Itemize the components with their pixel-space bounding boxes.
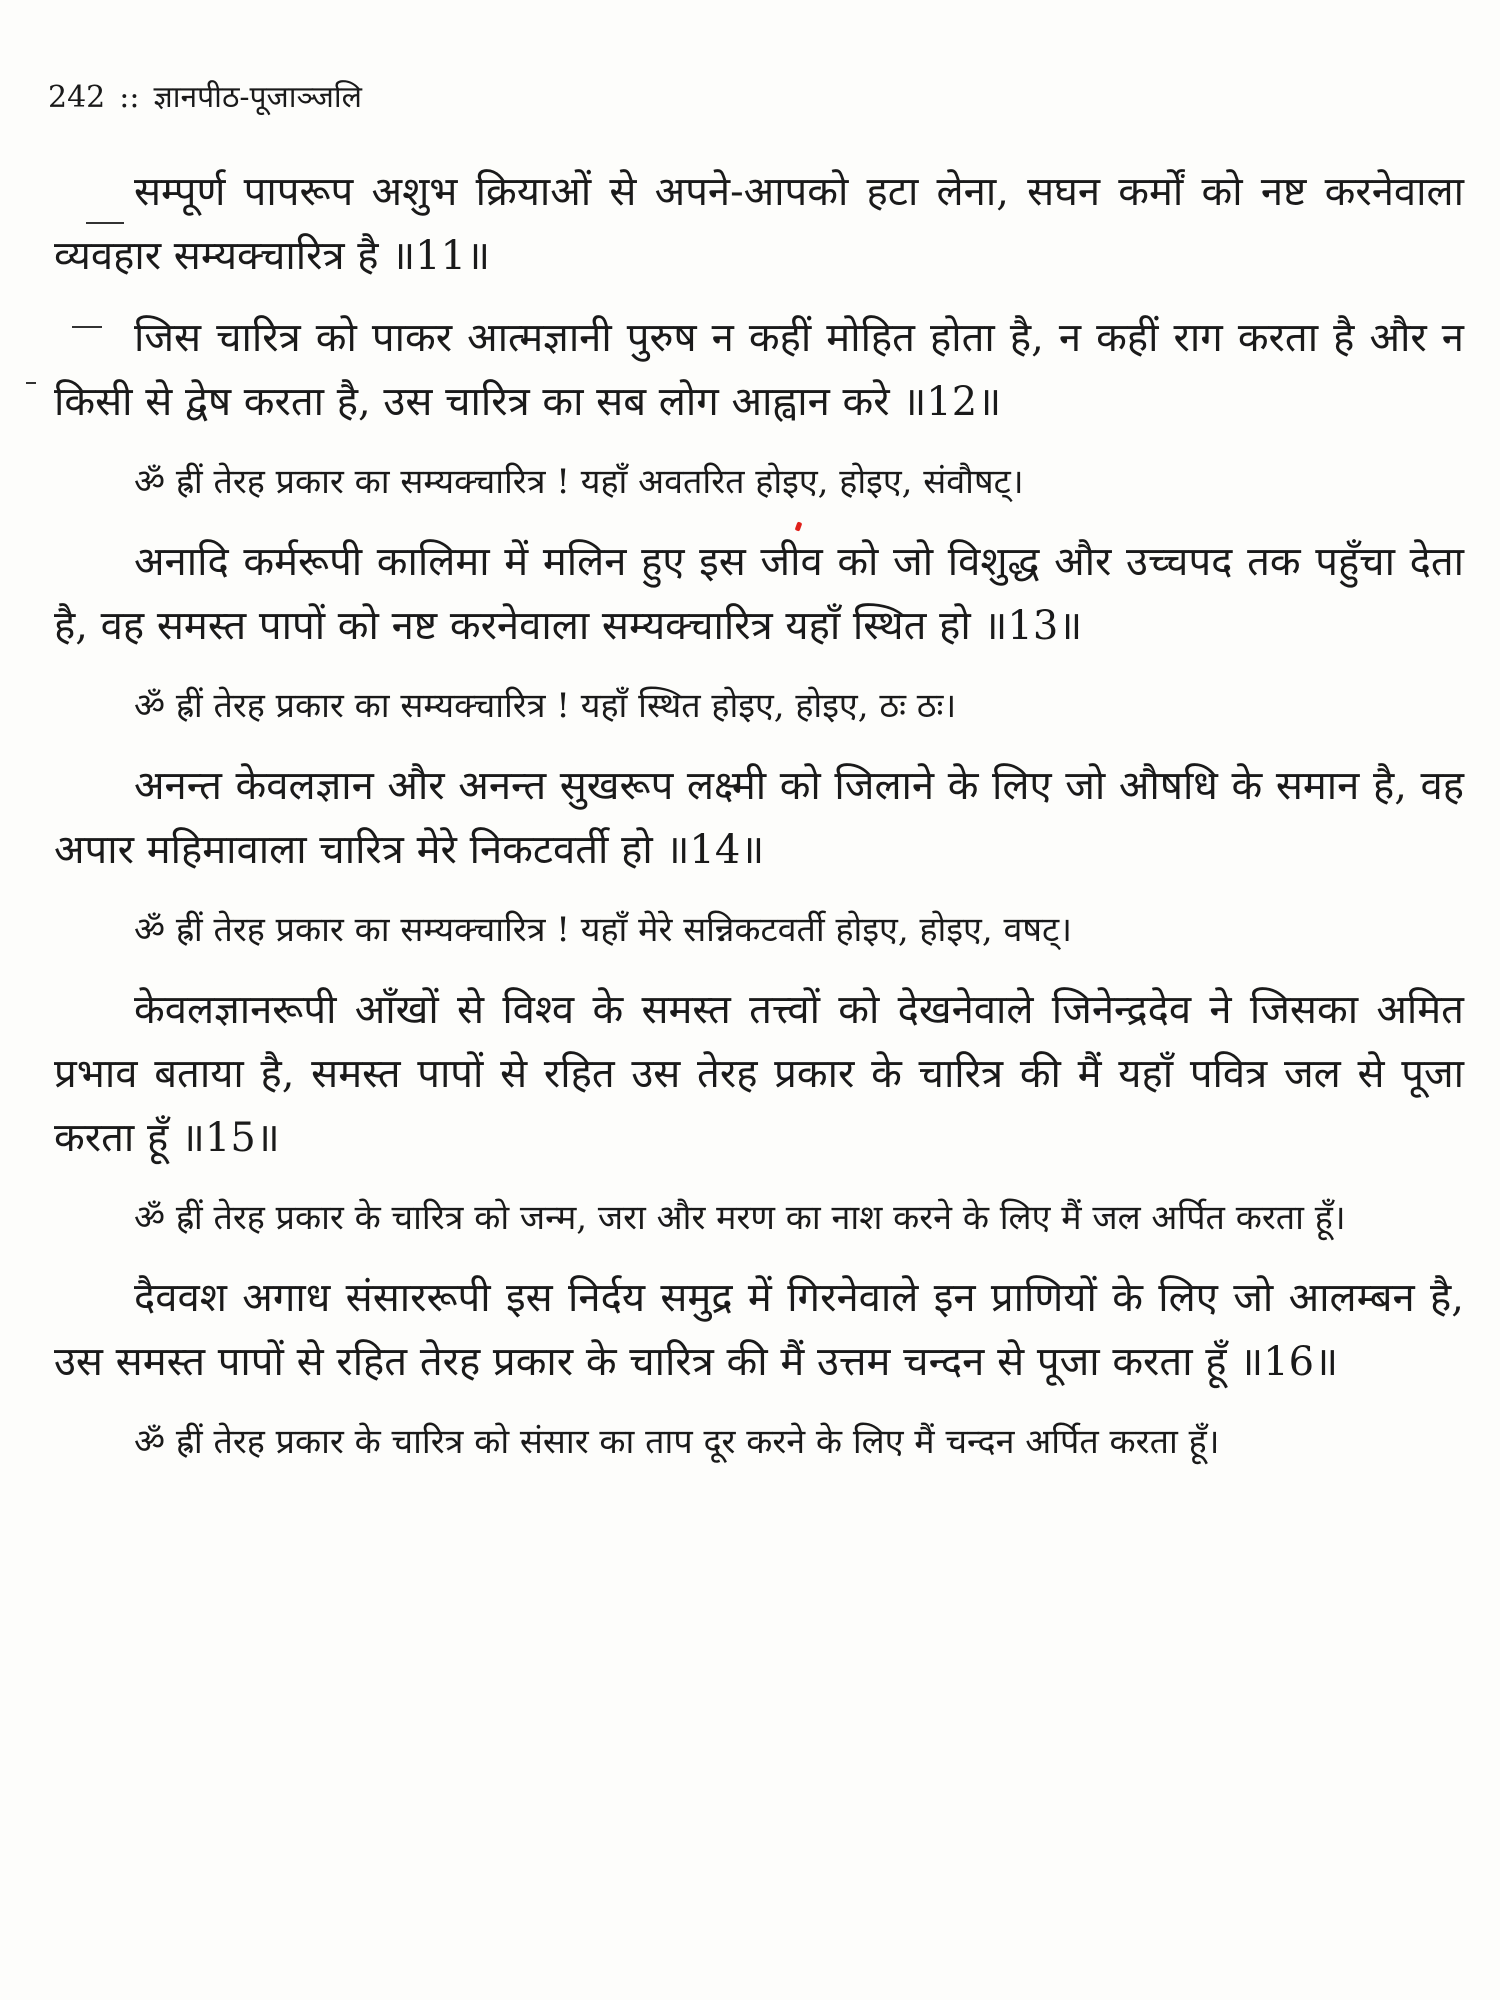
verse-16: दैववश अगाध संसाररूपी इस निर्दय समुद्र में गिरनेवाले इन प्राणियों के लिए जो आलम्बन है, उस समस्त पापों से रहित तेरह प्रकार के चारित्र की मैं उत्तम चन्दन से पूजा करता हूँ ॥16॥ (54, 1275, 1464, 1385)
mantra-chandana: ॐ ह्रीं तेरह प्रकार के चारित्र को संसार का ताप दूर करने के लिए मैं चन्दन अर्पित करता हूँ। (134, 1422, 1220, 1462)
verse-12: जिस चारित्र को पाकर आत्मज्ञानी पुरुष न कहीं मोहित होता है, न कहीं राग करता है और न किसी से द्वेष करता है, उस चारित्र का सब लोग आह्वान करे ॥12॥ (54, 315, 1464, 425)
header-separator: :: (119, 80, 140, 115)
verse-11: सम्पूर्ण पापरूप अशुभ क्रियाओं से अपने-आपको हटा लेना, सघन कर्मों को नष्ट करनेवाला व्यवहार सम्यक्चारित्र है ॥11॥ (54, 169, 1464, 279)
mantra-avatarana: ॐ ह्रीं तेरह प्रकार का सम्यक्चारित्र ! यहाँ अवतरित होइए, होइए, संवौषट्। (134, 462, 1024, 502)
verse-15: केवलज्ञानरूपी आँखों से विश्व के समस्त तत्त्वों को देखनेवाले जिनेन्द्रदेव ने जिसका अमित प्रभाव बताया है, समस्त पापों से रहित उस तेरह प्रकार के चारित्र की मैं यहाँ पवित्र जल से पूजा करता हूँ ॥15॥ (54, 987, 1464, 1161)
mantra-sthapana: ॐ ह्रीं तेरह प्रकार का सम्यक्चारित्र ! यहाँ स्थित होइए, होइए, ठः ठः। (134, 686, 957, 726)
verse-13: अनादि कर्मरूपी कालिमा में मलिन हुए इस जीव को जो विशुद्ध और उच्चपद तक पहुँचा देता है, वह समस्त पापों को नष्ट करनेवाला सम्यक्चारित्र यहाँ स्थित हो ॥13॥ (54, 539, 1464, 649)
book-title: ज्ञानपीठ-पूजाञ्जलि (153, 80, 362, 115)
mantra-sannidhikarana: ॐ ह्रीं तेरह प्रकार का सम्यक्चारित्र ! यहाँ मेरे सन्निकटवर्ती होइए, होइए, वषट्। (134, 910, 1073, 950)
scan-mark (26, 382, 36, 384)
running-head (48, 78, 362, 118)
body-text (54, 160, 1464, 1490)
mantra-jala: ॐ ह्रीं तेरह प्रकार के चारित्र को जन्म, जरा और मरण का नाश करने के लिए मैं जल अर्पित करता हूँ। (134, 1198, 1346, 1238)
verse-14: अनन्त केवलज्ञान और अनन्त सुखरूप लक्ष्मी को जिलाने के लिए जो औषधि के समान है, वह अपार महिमावाला चारित्र मेरे निकटवर्ती हो ॥14॥ (54, 763, 1464, 873)
page-number: 242 (48, 80, 106, 115)
